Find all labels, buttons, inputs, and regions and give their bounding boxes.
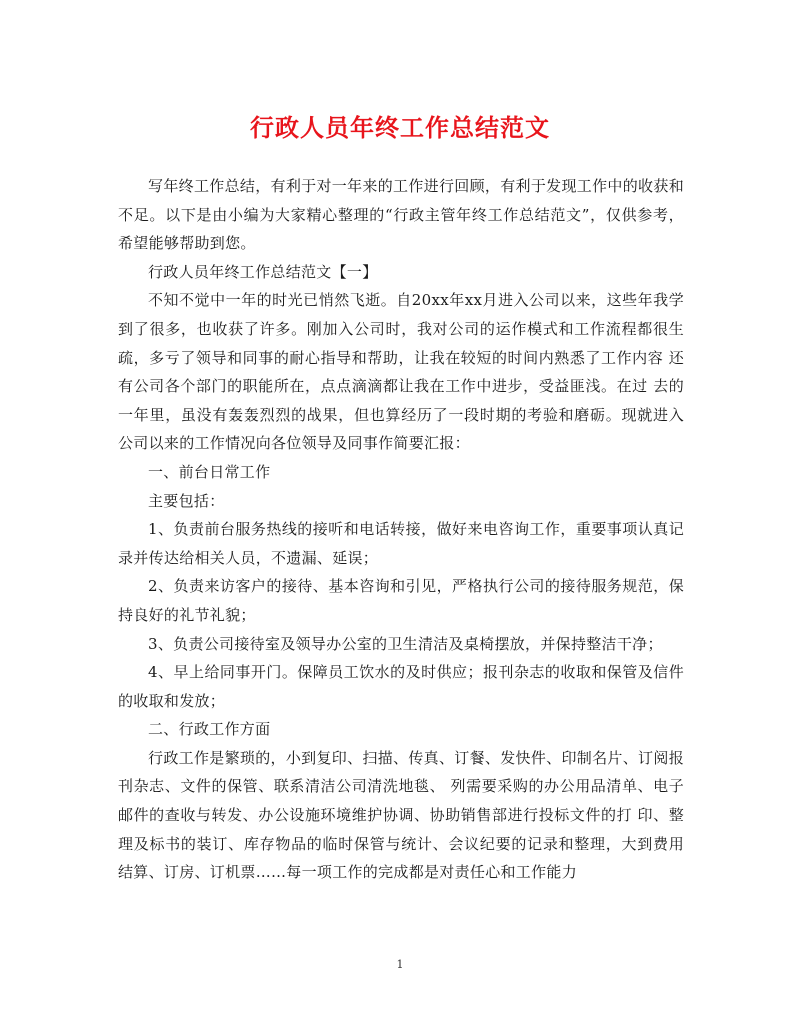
page-number: 1 xyxy=(396,958,404,971)
section-heading-part-one: 行政人员年终工作总结范文【一】 xyxy=(148,262,378,281)
duty-item-3: 3、负责公司接待室及领导办公室的卫生清洁及桌椅摆放，并保持整洁干净； xyxy=(148,634,663,653)
admin-work-paragraph: 行政工作是繁琐的，小到复印、扫描、传真、订餐、发快件、印制名片、订阅报刊杂志、文件的保管、联系清洁公司清洗地毯、 列需要采购的办公用品清单、电子邮件的查收与转发、办公设施环境维护协调、协助销售部进行投标文件的打 印、整理及标书的装订、库存物品的临时保管与统计、会议纪要的记录和整理，大到费用结算、订房、订机票……每一项工作的完成都是对责任心和工作能力 xyxy=(118,748,684,882)
document-body xyxy=(118,172,684,887)
subheading-main-duties: 主要包括： xyxy=(148,491,225,510)
opening-paragraph: 不知不觉中一年的时光已悄然飞逝。自20xx年xx月进入公司以来，这些年我学到了很多，也收获了许多。刚加入公司时，我对公司的运作模式和工作流程都很生疏，多亏了领导和同事的耐心指导和帮助，让我在较短的时间内熟悉了工作内容 还有公司各个部门的职能所在，点点滴滴都让我在工作中进步，受益匪浅。在过 去的一年里，虽没有轰轰烈烈的战果，但也算经历了一段时期的考验和磨砺。现就进入公司以来的工作情况向各位领导及同事作简要汇报： xyxy=(118,291,684,453)
duty-item-4: 4、早上给同事开门。保障员工饮水的及时供应；报刊杂志的收取和保管及信件的收取和发放； xyxy=(118,663,684,710)
intro-paragraph: 写年终工作总结，有利于对一年来的工作进行回顾，有利于发现工作中的收获和不足。以下是由小编为大家精心整理的“行政主管年终工作总结范文”，仅供参考，希望能够帮助到您。 xyxy=(118,177,684,253)
duty-item-2: 2、负责来访客户的接待、基本咨询和引见，严格执行公司的接待服务规范，保持良好的礼节礼貌； xyxy=(118,577,684,624)
section-heading-front-desk: 一、前台日常工作 xyxy=(148,462,271,481)
section-heading-admin-work: 二、行政工作方面 xyxy=(148,720,271,739)
document-title: 行政人员年终工作总结范文 xyxy=(250,114,550,142)
duty-item-1: 1、负责前台服务热线的接听和电话转接，做好来电咨询工作，重要事项认真记录并传达给相关人员，不遗漏、延误； xyxy=(118,520,684,567)
